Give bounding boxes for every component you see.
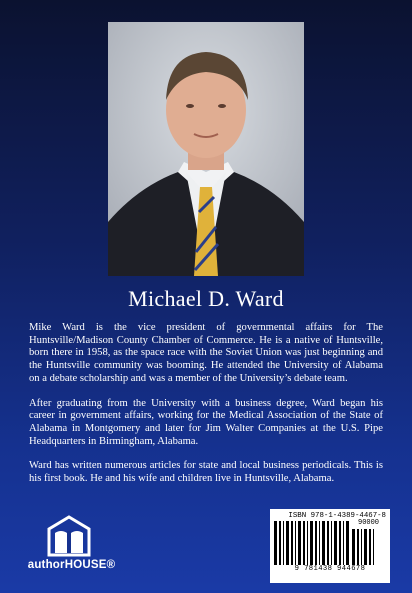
author-bio (29, 322, 383, 498)
barcode-number: 9 781438 944678 (294, 565, 366, 573)
bio-paragraph: After graduating from the University with a business degree, Ward began his career in government affairs, working for the Medical Association of the State of Alabama in Montgomery and later for Jim Walter Companies at the U.S. Pipe Headquarters in Birmingham, Alabama. (29, 397, 383, 447)
bio-paragraph: Mike Ward is the vice president of governmental affairs for The Huntsville/Madison County Chamber of Commerce. He is a native of Huntsville, born there in 1958, as the space race with the Soviet Union was just beginning and the Huntsville community was booming. He attended the University of Alabama on a debate scholarship and was a member of the University’s debate team. (29, 322, 383, 384)
price-barcode-bars (352, 529, 380, 565)
author-photo (108, 22, 304, 276)
author-name: Michael D. Ward (128, 286, 284, 311)
publisher-logo (24, 515, 114, 575)
price-code: 90000 (358, 519, 380, 527)
house-book-icon (46, 515, 92, 557)
bio-paragraph: Ward has written numerous articles for state and local business periodicals. This is his first book. He and his wife and children live in Huntsville, Alabama. (29, 460, 383, 485)
publisher-name: authorHOUSE® (27, 559, 116, 571)
isbn-text: ISBN 978-1-4389-4467-8 (288, 512, 386, 520)
barcode-bars (274, 521, 352, 565)
